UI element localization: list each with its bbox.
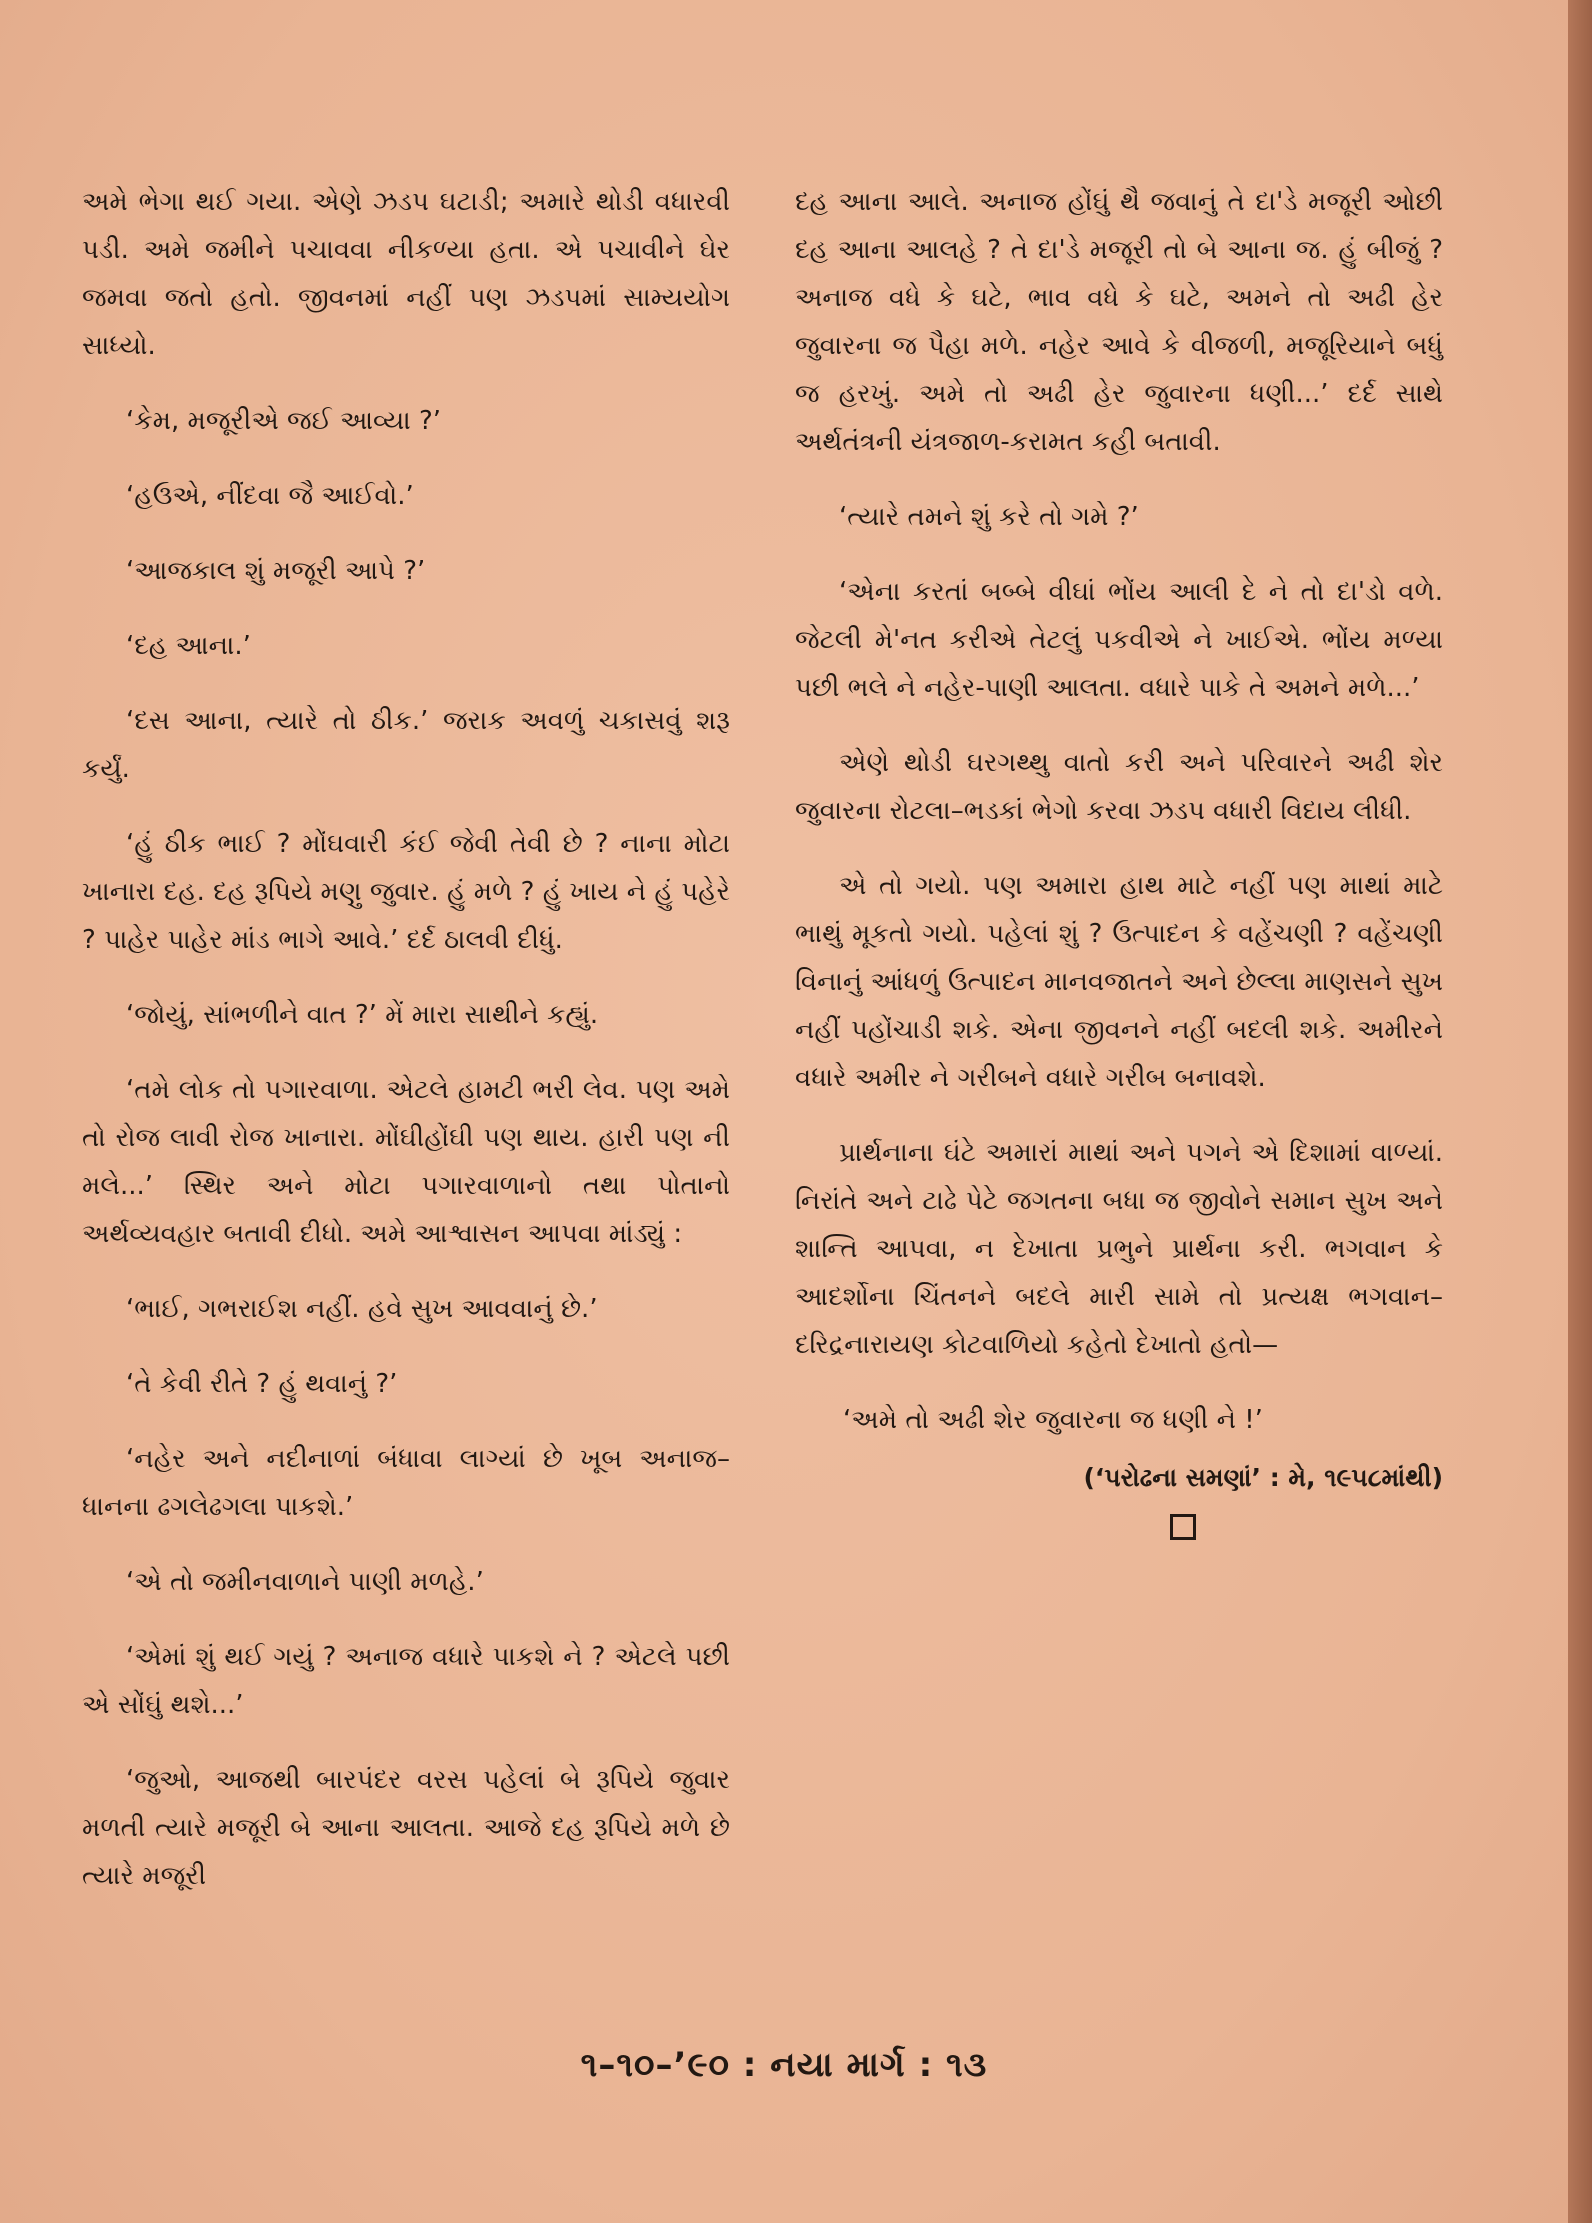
page-edge-shadow bbox=[1568, 0, 1592, 2223]
paragraph: એણે થોડી ઘરગથ્થુ વાતો કરી અને પરિવારને અઢી શેર જુવારના રોટલા–ભડકાં ભેગો કરવા ઝડપ વધારી વિદાય લીધી. bbox=[795, 748, 1443, 826]
end-of-article-square-icon bbox=[1170, 1514, 1196, 1540]
dialogue-line: ‘નહેર અને નદીનાળાં બંધાવા લાગ્યાં છે ખૂબ અનાજ–ધાનના ઢગલેઢગલા પાકશે.’ bbox=[82, 1444, 730, 1522]
dialogue-line: ‘તમે લોક તો પગારવાળા. એટલે હામટી ભરી લેવ. પણ અમે તો રોજ લાવી રોજ ખાનારા. મોંઘીહોંઘી પણ થાય. હારી પણ ની મલે...’ સ્થિર અને મોટા પગારવાળાનો તથા પોતાનો અર્થવ્યવહાર બતાવી દીધો. અમે આશ્વાસન આપવા માંડ્યું : bbox=[82, 1075, 730, 1249]
dialogue-line: ‘ત્યારે તમને શું કરે તો ગમે ?’ bbox=[839, 502, 1139, 532]
dialogue-line: ‘જોયું, સાંભળીને વાત ?’ મેં મારા સાથીને કહ્યું. bbox=[126, 1000, 599, 1030]
page-footer: ૧–૧૦–’૯૦ : નયા માર્ગ : ૧૩ bbox=[580, 2045, 988, 2085]
dialogue-line: ‘દસ આના, ત્યારે તો ઠીક.’ જરાક અવળું ચકાસવું શરૂ કર્યું. bbox=[82, 706, 730, 784]
dialogue-line: ‘હઉએ, નીંદવા જૈ આઈવો.’ bbox=[126, 481, 414, 511]
paragraph: એ તો ગયો. પણ અમારા હાથ માટે નહીં પણ માથાં માટે ભાથું મૂકતો ગયો. પહેલાં શું ? ઉત્પાદન કે વહેંચણી ? વહેંચણી વિનાનું આંધળું ઉત્પાદન માનવજાતને અને છેલ્લા માણસને સુખ નહીં પહોંચાડી શકે. એના જીવનને નહીં બદલી શકે. અમીરને વધારે અમીર ને ગરીબને વધારે ગરીબ બનાવશે. bbox=[795, 871, 1443, 1093]
paragraph: દહ આના આલે. અનાજ હોંઘું થૈ જવાનું તે દા'ડે મજૂરી ઓછી દહ આના આલહે ? તે દા'ડે મજૂરી તો બે આના જ. હું બીજું ? અનાજ વધે કે ઘટે, ભાવ વધે કે ઘટે, અમને તો અઢી હેર જુવારના જ પૈહા મળે. નહેર આવે કે વીજળી, મજૂરિયાને બધું જ હરખું. અમે તો અઢી હેર જુવારના ધણી...’ દર્દ સાથે અર્થતંત્રની યંત્રજાળ-કરામત કહી બતાવી. bbox=[795, 187, 1443, 457]
dialogue-line: ‘એ તો જમીનવાળાને પાણી મળહે.’ bbox=[126, 1567, 484, 1597]
dialogue-line: ‘જુઓ, આજથી બારપંદર વરસ પહેલાં બે રૂપિયે જુવાર મળતી ત્યારે મજૂરી બે આના આલતા. આજે દહ રૂપિયે મળે છે ત્યારે મજૂરી bbox=[82, 1765, 730, 1891]
dialogue-line: ‘તે કેવી રીતે ? હું થવાનું ?’ bbox=[126, 1369, 398, 1399]
dialogue-line: ‘ભાઈ, ગભરાઈશ નહીં. હવે સુખ આવવાનું છે.’ bbox=[126, 1294, 598, 1324]
dialogue-line: ‘દહ આના.’ bbox=[126, 631, 251, 661]
dialogue-line: ‘હું ઠીક ભાઈ ? મોંઘવારી કંઈ જેવી તેવી છે ? નાના મોટા ખાનારા દહ. દહ રૂપિયે મણુ જુવાર. હું મળે ? હું ખાય ને હું પહેરે ? પાહેર પાહેર માંડ ભાગે આવે.’ દર્દ ઠાલવી દીધું. bbox=[82, 829, 730, 955]
source-citation: (‘પરોઢના સમણાં’ : મે, ૧૯૫૮માંથી) bbox=[1083, 1463, 1443, 1492]
right-column bbox=[795, 178, 1443, 1540]
dialogue-line: ‘એના કરતાં બબ્બે વીઘાં ભોંય આલી દે ને તો દા'ડો વળે. જેટલી મે'નત કરીએ તેટલું પકવીએ ને ખાઈએ. ભોંય મળ્યા પછી ભલે ને નહેર-પાણી આલતા. વધારે પાકે તે અમને મળે...’ bbox=[795, 577, 1443, 703]
paragraph: અમે ભેગા થઈ ગયા. એણે ઝડપ ઘટાડી; અમારે થોડી વધારવી પડી. અમે જમીને પચાવવા નીકળ્યા હતા. એ પચાવીને ઘેર જમવા જતો હતો. જીવનમાં નહીં પણ ઝડપમાં સામ્યયોગ સાધ્યો. bbox=[82, 187, 730, 361]
dialogue-line: ‘કેમ, મજૂરીએ જઈ આવ્યા ?’ bbox=[126, 406, 442, 436]
closing-quote: ‘અમે તો અઢી શેર જુવારના જ ધણી ને !’ bbox=[843, 1405, 1263, 1435]
left-column bbox=[82, 178, 730, 1927]
dialogue-line: ‘આજકાલ શું મજૂરી આપે ?’ bbox=[126, 556, 426, 586]
dialogue-line: ‘એમાં શું થઈ ગયું ? અનાજ વધારે પાકશે ને ? એટલે પછી એ સોંઘું થશે...’ bbox=[82, 1642, 730, 1720]
paragraph: પ્રાર્થનાના ઘંટે અમારાં માથાં અને પગને એ દિશામાં વાળ્યાં. નિરાંતે અને ટાઢે પેટે જગતના બધા જ જીવોને સમાન સુખ અને શાન્તિ આપવા, ન દેખાતા પ્રભુને પ્રાર્થના કરી. ભગવાન કે આદર્શોના ચિંતનને બદલે મારી સામે તો પ્રત્યક્ષ ભગવાન–દરિદ્રનારાયણ કોટવાળિયો કહેતો દેખાતો હતો— bbox=[795, 1138, 1443, 1360]
